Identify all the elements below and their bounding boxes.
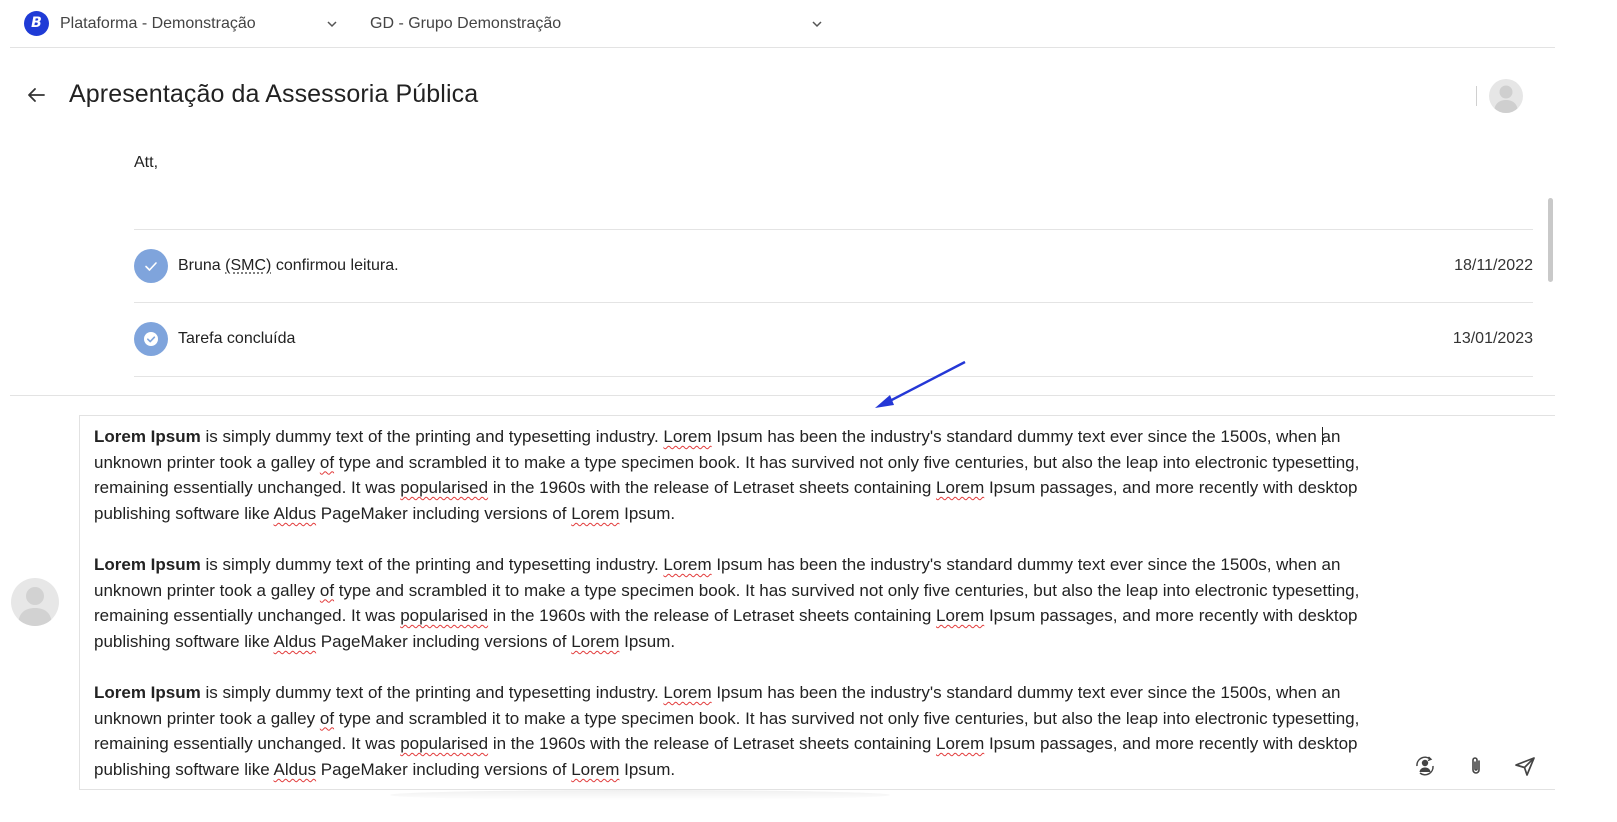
- bold-text: Lorem Ipsum: [94, 683, 201, 702]
- assign-user-icon[interactable]: [1413, 754, 1437, 778]
- event-user-name: Bruna: [178, 257, 221, 274]
- header-divider: [1476, 86, 1477, 106]
- group-select-label: GD - Grupo Demonstração: [370, 15, 562, 32]
- read-confirmation-event: [134, 249, 1533, 285]
- event-action: confirmou leitura.: [275, 257, 399, 274]
- event-date: 18/11/2022: [1454, 257, 1533, 274]
- annotation-arrow-icon: [870, 358, 970, 412]
- back-arrow-icon[interactable]: [25, 84, 47, 106]
- check-circle-icon: [134, 322, 168, 356]
- event-icon: [134, 322, 168, 356]
- event-user-org: (SMC): [225, 257, 272, 274]
- task-completed-event: [134, 322, 1533, 358]
- group-select[interactable]: [370, 12, 826, 36]
- user-avatar-icon: [1489, 79, 1523, 113]
- chevron-down-icon: [811, 19, 823, 29]
- bold-text: Lorem Ipsum: [94, 427, 201, 446]
- editor-paragraph: Lorem Ipsum is simply dummy text of the printing and typesetting industry. Lorem Ipsum has been the industry's standard dummy text ever since the 1500s, when an unknown printer took a galley of type and scrambled it to make a type specimen book. It has survived not only five centuries, but also the leap into electronic typesetting, remaining essentially unchanged. It was popularised in the 1960s with the release of Letraset sheets containing Lorem Ipsum passages, and more recently with desktop publishing software like Aldus PageMaker including versions of Lorem Ipsum.: [94, 427, 1360, 523]
- platform-select-label: Plataforma - Demonstração: [60, 15, 256, 32]
- top-bar: [10, 0, 1555, 48]
- bottom-shadow: [390, 790, 890, 800]
- event-text: Tarefa concluída: [178, 330, 296, 347]
- editor-paragraph: Lorem Ipsum is simply dummy text of the printing and typesetting industry. Lorem Ipsum has been the industry's standard dummy text ever since the 1500s, when an unknown printer took a galley of type and scrambled it to make a type specimen book. It has survived not only five centuries, but also the leap into electronic typesetting, remaining essentially unchanged. It was popularised in the 1960s with the release of Letraset sheets containing Lorem Ipsum passages, and more recently with desktop publishing software like Aldus PageMaker including versions of Lorem Ipsum.: [94, 683, 1360, 779]
- divider: [134, 376, 1533, 377]
- check-icon: [134, 249, 168, 283]
- scrollbar-thumb[interactable]: [1548, 198, 1553, 282]
- divider: [134, 302, 1533, 303]
- composer-avatar: [11, 578, 59, 626]
- brand-logo[interactable]: B: [24, 11, 49, 36]
- editor-paragraph: Lorem Ipsum is simply dummy text of the printing and typesetting industry. Lorem Ipsum has been the industry's standard dummy text ever since the 1500s, when an unknown printer took a galley of type and scrambled it to make a type specimen book. It has survived not only five centuries, but also the leap into electronic typesetting, remaining essentially unchanged. It was popularised in the 1960s with the release of Letraset sheets containing Lorem Ipsum passages, and more recently with desktop publishing software like Aldus PageMaker including versions of Lorem Ipsum.: [94, 555, 1360, 651]
- event-icon: [134, 249, 168, 283]
- message-editor[interactable]: [79, 415, 1555, 790]
- paperclip-icon[interactable]: [1464, 754, 1488, 778]
- user-avatar[interactable]: [1489, 79, 1523, 113]
- bold-text: Lorem Ipsum: [94, 555, 201, 574]
- divider: [134, 229, 1533, 230]
- user-avatar-icon: [11, 578, 59, 626]
- page-title: Apresentação da Assessoria Pública: [69, 80, 479, 108]
- send-icon[interactable]: [1513, 754, 1537, 778]
- section-divider: [10, 395, 1555, 396]
- message-signoff: Att,: [134, 154, 159, 171]
- event-text: [178, 257, 399, 275]
- chevron-down-icon: [326, 19, 338, 29]
- event-date: 13/01/2023: [1452, 330, 1533, 347]
- platform-select[interactable]: [60, 12, 342, 36]
